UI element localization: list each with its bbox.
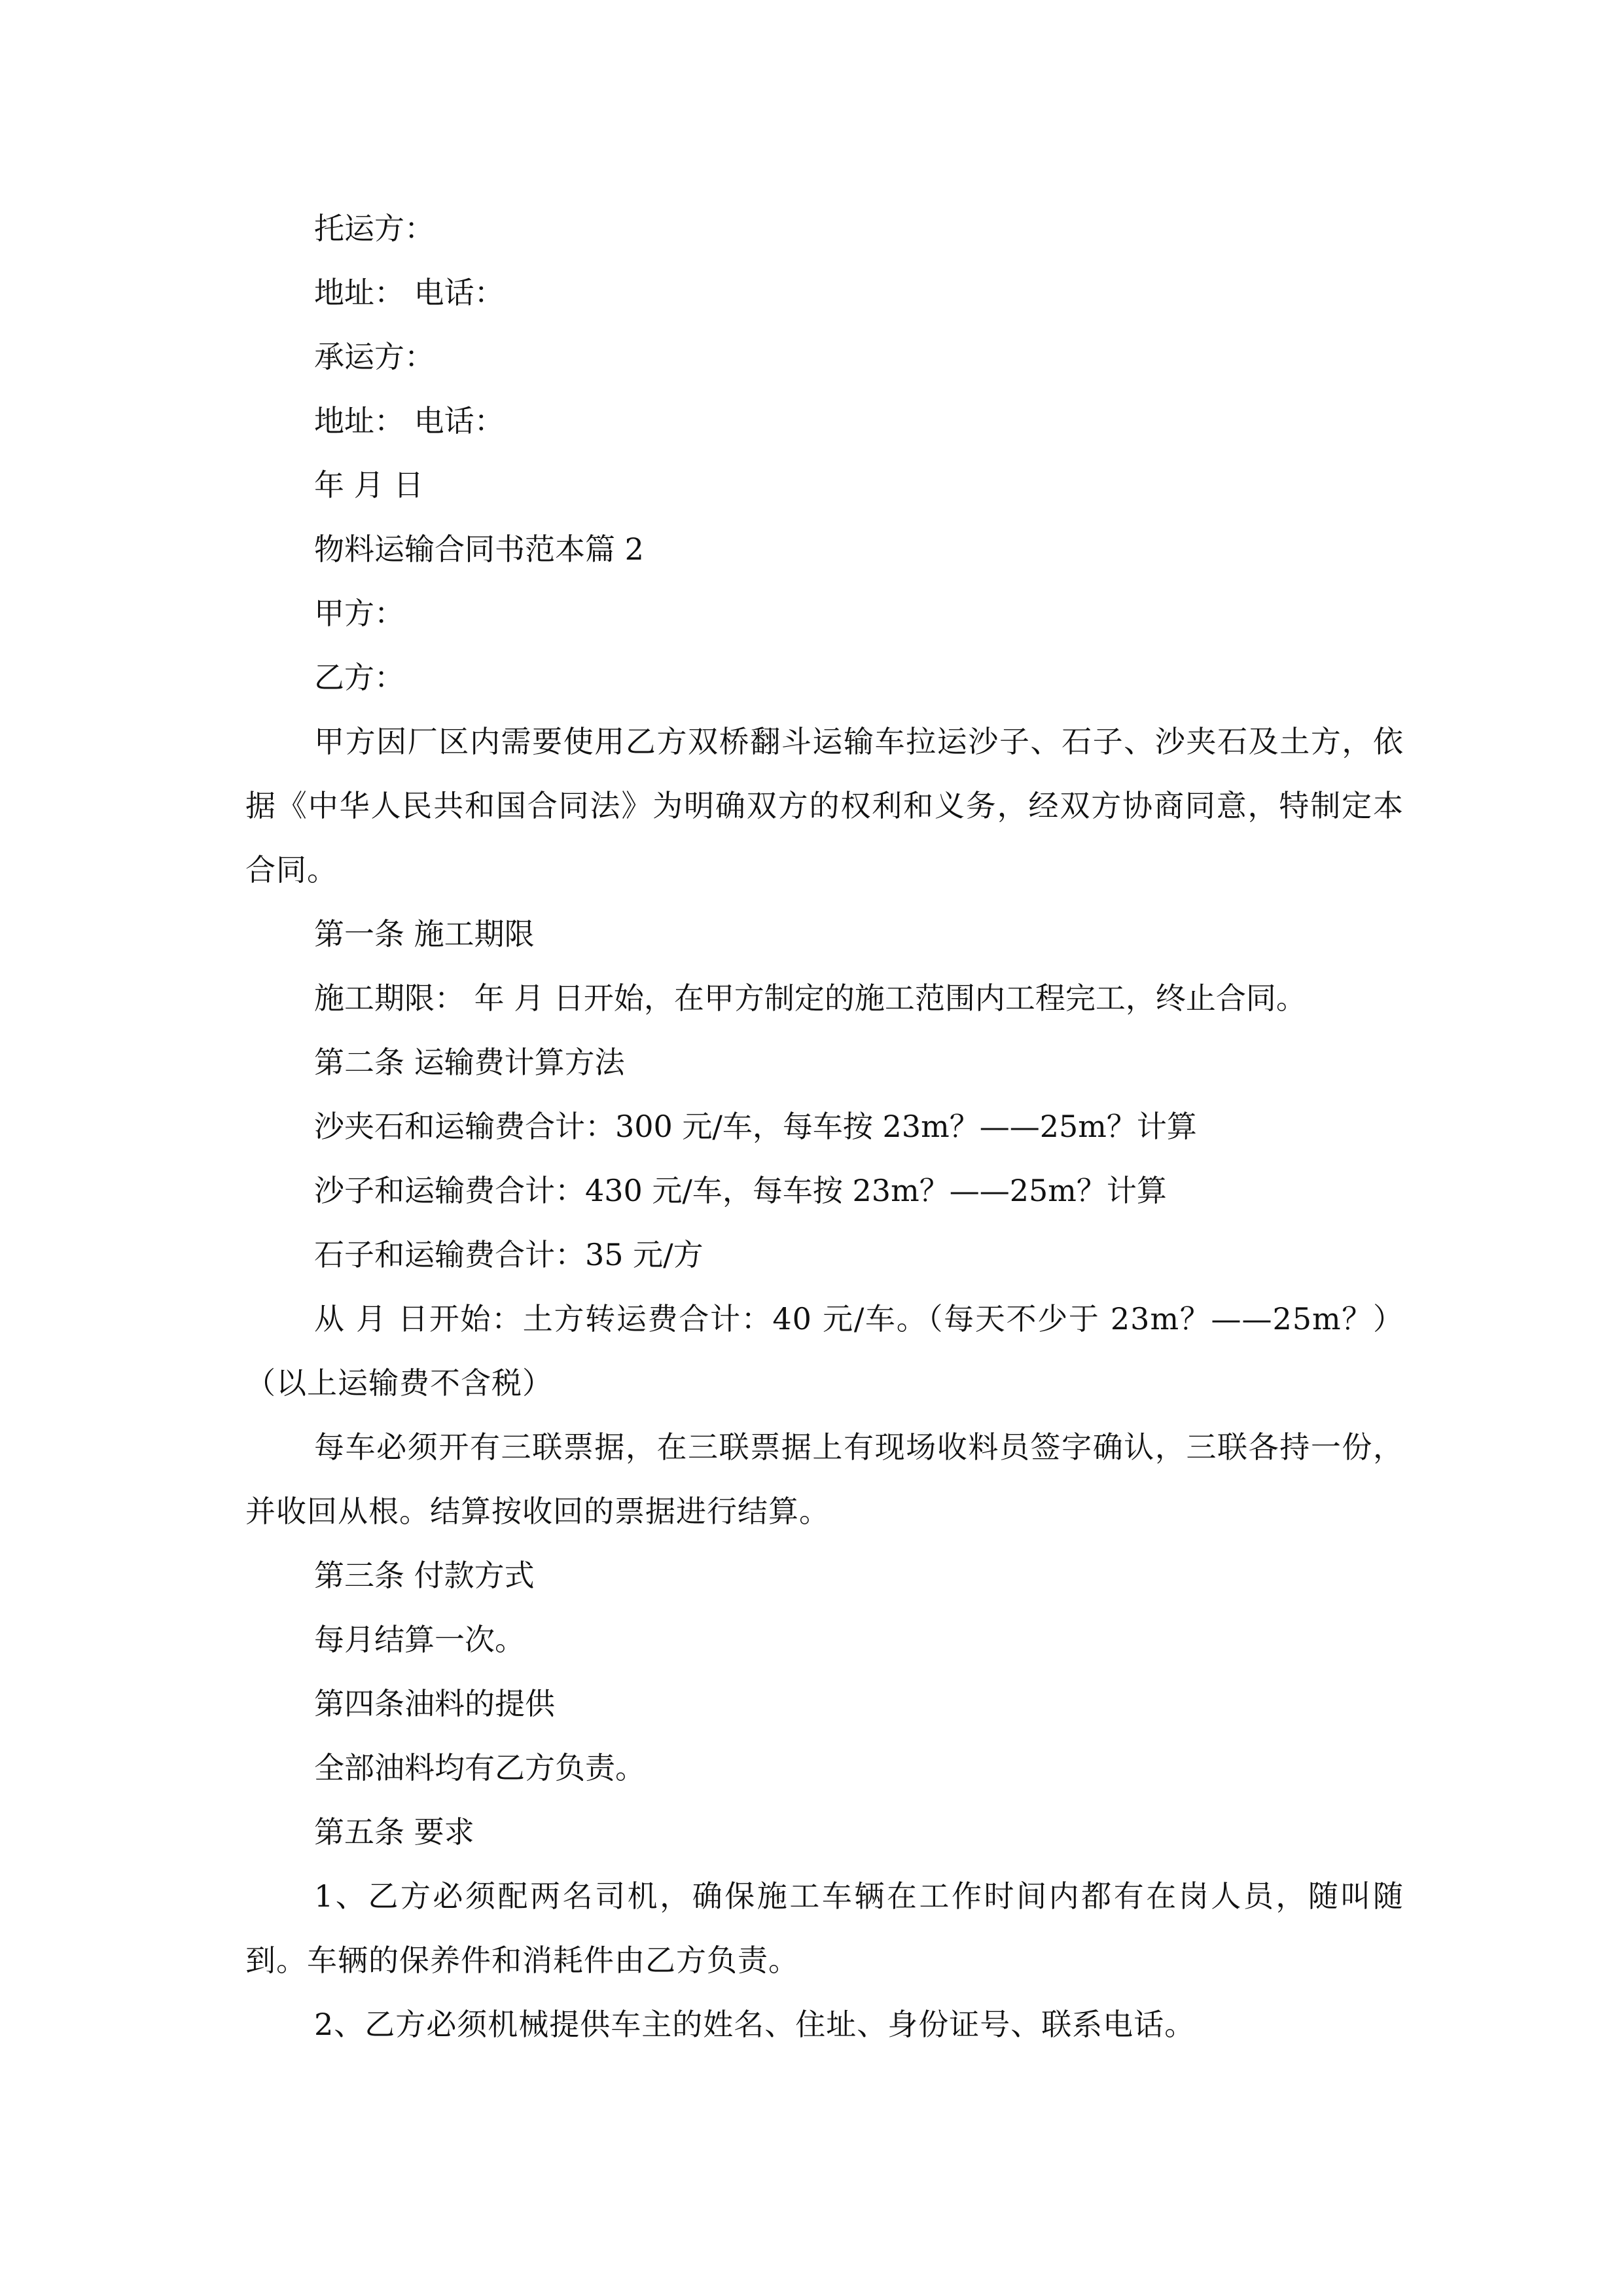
fee-item-sand: 沙子和运输费合计：430 元/车，每车按 23m？——25m？计算 [314,1173,1167,1208]
earth-transfer-paragraph: 从 月 日开始：土方转运费合计：40 元/车。（每天不少于 23m？——25m？）（以上运输费不含税） [245,1301,1404,1401]
party-b-label: 乙方： [314,660,404,695]
document-body [245,196,1404,2056]
article-4-text: 全部油料均有乙方负责。 [314,1750,645,1785]
requirement-item-2: 2、乙方必须机械提供车主的姓名、住址、身份证号、联系电话。 [314,2007,1196,2042]
consignor-label: 托运方： [314,211,435,246]
article-4-title: 第四条油料的提供 [314,1686,555,1721]
section-heading: 物料运输合同书范本篇 2 [314,531,644,567]
consignor-address-phone: 地址： 电话： [314,275,505,310]
carrier-label: 承运方： [314,339,435,374]
article-1-title: 第一条 施工期限 [314,916,535,952]
article-3-text: 每月结算一次。 [314,1622,525,1657]
fee-item-sand-gravel: 沙夹石和运输费合计：300 元/车，每车按 23m？——25m？计算 [314,1109,1197,1144]
preamble-paragraph: 甲方因厂区内需要使用乙方双桥翻斗运输车拉运沙子、石子、沙夹石及土方，依据《中华人民共和国合同法》为明确双方的权利和义务，经双方协商同意，特制定本合同。 [245,724,1404,888]
date-line: 年 月 日 [314,467,424,503]
carrier-address-phone: 地址： 电话： [314,403,505,439]
receipt-paragraph: 每车必须开有三联票据，在三联票据上有现场收料员签字确认，三联各持一份，并收回从根。结算按收回的票据进行结算。 [245,1429,1404,1529]
party-a-label: 甲方： [314,596,404,631]
article-5-title: 第五条 要求 [314,1814,474,1850]
article-1-text: 施工期限： 年 月 日开始，在甲方制定的施工范围内工程完工，终止合同。 [314,980,1306,1016]
article-3-title: 第三条 付款方式 [314,1558,535,1593]
fee-item-stone: 石子和运输费合计：35 元/方 [314,1237,704,1272]
article-2-title: 第二条 运输费计算方法 [314,1045,625,1080]
requirement-item-1: 1、乙方必须配两名司机，确保施工车辆在工作时间内都有在岗人员，随叫随到。车辆的保养件和消耗件由乙方负责。 [245,1878,1404,1978]
